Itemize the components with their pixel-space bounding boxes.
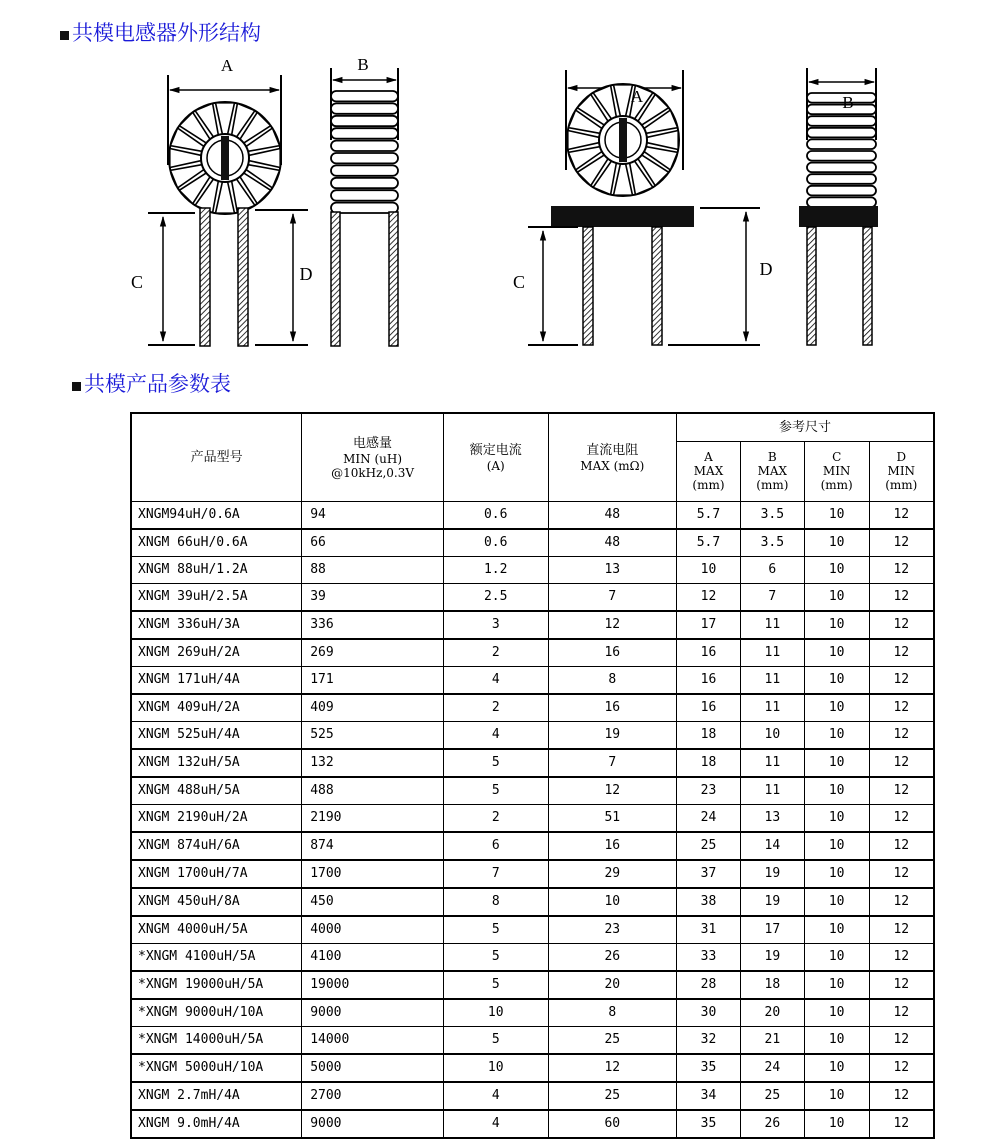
cell-dim-c: 10 — [804, 556, 869, 583]
table-row — [131, 1026, 934, 1054]
table-row — [131, 583, 934, 611]
cell-inductance: 336 — [302, 611, 444, 639]
cell-dim-c: 10 — [804, 832, 869, 860]
cell-dim-b: 10 — [740, 721, 804, 749]
cell-dim-b: 24 — [740, 1054, 804, 1082]
cell-inductance: 19000 — [302, 971, 444, 999]
cell-model: *XNGM 5000uH/10A — [131, 1054, 302, 1082]
cell-current: 4 — [443, 721, 548, 749]
table-row — [131, 971, 934, 999]
cell-dim-a: 30 — [677, 999, 741, 1027]
cell-dim-d: 12 — [869, 1054, 934, 1082]
cell-resistance: 16 — [548, 694, 677, 722]
cell-model: XNGM 269uH/2A — [131, 639, 302, 667]
header-dim-a: A MAX (mm) — [677, 441, 741, 501]
cell-dim-b: 11 — [740, 749, 804, 777]
coil-turn — [807, 197, 876, 207]
cell-dim-b: 17 — [740, 916, 804, 944]
cell-dim-a: 25 — [677, 832, 741, 860]
cell-model: XNGM 336uH/3A — [131, 611, 302, 639]
cell-dim-c: 10 — [804, 721, 869, 749]
coil-turn — [331, 128, 398, 138]
cell-model: XNGM 1700uH/7A — [131, 860, 302, 888]
cell-dim-c: 10 — [804, 1026, 869, 1054]
cell-model: *XNGM 4100uH/5A — [131, 943, 302, 971]
cell-dim-c: 10 — [804, 583, 869, 611]
cell-current: 2 — [443, 694, 548, 722]
cell-resistance: 51 — [548, 804, 677, 832]
inductor-structure-diagram — [0, 40, 1000, 360]
cell-dim-c: 10 — [804, 666, 869, 694]
cell-dim-b: 3.5 — [740, 529, 804, 557]
cell-dim-c: 10 — [804, 916, 869, 944]
dim-a-label-right: A — [630, 87, 644, 106]
cell-dim-d: 12 — [869, 529, 934, 557]
cell-model: XNGM94uH/0.6A — [131, 501, 302, 529]
cell-resistance: 12 — [548, 611, 677, 639]
coil-turn — [807, 151, 876, 161]
cell-dim-d: 12 — [869, 639, 934, 667]
cell-dim-b: 19 — [740, 943, 804, 971]
cell-dim-d: 12 — [869, 1110, 934, 1138]
cell-resistance: 29 — [548, 860, 677, 888]
cell-inductance: 94 — [302, 501, 444, 529]
cell-dim-b: 13 — [740, 804, 804, 832]
cell-current: 2 — [443, 639, 548, 667]
cell-dim-d: 12 — [869, 583, 934, 611]
header-dim-d: D MIN (mm) — [869, 441, 934, 501]
cell-resistance: 60 — [548, 1110, 677, 1138]
coil-turn — [331, 165, 398, 175]
cell-dim-a: 35 — [677, 1110, 741, 1138]
table-row — [131, 999, 934, 1027]
cell-resistance: 8 — [548, 666, 677, 694]
cell-model: XNGM 132uH/5A — [131, 749, 302, 777]
coil-turn — [331, 116, 398, 126]
cell-model: *XNGM 14000uH/5A — [131, 1026, 302, 1054]
cell-current: 2.5 — [443, 583, 548, 611]
cell-resistance: 10 — [548, 888, 677, 916]
table-heading-text: 共模产品参数表 — [84, 372, 231, 396]
side-view-left — [331, 55, 398, 346]
cell-model: XNGM 171uH/4A — [131, 666, 302, 694]
table-row — [131, 832, 934, 860]
table-row — [131, 529, 934, 557]
header-dimensions: 参考尺寸 — [677, 413, 934, 441]
cell-dim-d: 12 — [869, 916, 934, 944]
cell-current: 10 — [443, 999, 548, 1027]
dim-d-label-right: D — [759, 259, 773, 279]
cell-dim-a: 5.7 — [677, 529, 741, 557]
cell-dim-b: 11 — [740, 611, 804, 639]
header-resistance: 直流电阻 MAX (mΩ) — [548, 413, 677, 501]
cell-resistance: 8 — [548, 999, 677, 1027]
table-heading — [72, 368, 231, 398]
coil-turn — [807, 163, 876, 173]
table-row — [131, 694, 934, 722]
cell-resistance: 23 — [548, 916, 677, 944]
cell-current: 4 — [443, 1110, 548, 1138]
coil-turn — [807, 174, 876, 184]
dim-a-label: A — [220, 56, 234, 75]
cell-model: XNGM 66uH/0.6A — [131, 529, 302, 557]
cell-dim-d: 12 — [869, 556, 934, 583]
cell-dim-c: 10 — [804, 639, 869, 667]
cell-current: 5 — [443, 971, 548, 999]
cell-dim-b: 7 — [740, 583, 804, 611]
table-row — [131, 777, 934, 805]
cell-model: XNGM 4000uH/5A — [131, 916, 302, 944]
cell-dim-d: 12 — [869, 999, 934, 1027]
cell-dim-d: 12 — [869, 943, 934, 971]
cell-resistance: 26 — [548, 943, 677, 971]
cell-inductance: 39 — [302, 583, 444, 611]
coil-turn — [331, 203, 398, 213]
cell-dim-a: 23 — [677, 777, 741, 805]
cell-dim-c: 10 — [804, 888, 869, 916]
side-view-right — [799, 68, 878, 345]
cell-dim-a: 5.7 — [677, 501, 741, 529]
cell-dim-c: 10 — [804, 529, 869, 557]
cell-inductance: 488 — [302, 777, 444, 805]
header-current: 额定电流 (A) — [443, 413, 548, 501]
cell-dim-a: 18 — [677, 749, 741, 777]
cell-model: XNGM 39uH/2.5A — [131, 583, 302, 611]
cell-resistance: 25 — [548, 1082, 677, 1110]
cell-dim-a: 24 — [677, 804, 741, 832]
table-row — [131, 721, 934, 749]
cell-dim-b: 21 — [740, 1026, 804, 1054]
cell-inductance: 66 — [302, 529, 444, 557]
dim-b-label-right: B — [842, 93, 854, 112]
cell-resistance: 7 — [548, 583, 677, 611]
cell-dim-b: 11 — [740, 666, 804, 694]
cell-dim-d: 12 — [869, 804, 934, 832]
cell-dim-d: 12 — [869, 971, 934, 999]
cell-resistance: 48 — [548, 529, 677, 557]
table-row — [131, 666, 934, 694]
cell-model: XNGM 9.0mH/4A — [131, 1110, 302, 1138]
cell-dim-b: 11 — [740, 639, 804, 667]
cell-model: XNGM 2190uH/2A — [131, 804, 302, 832]
cell-resistance: 16 — [548, 639, 677, 667]
cell-dim-a: 12 — [677, 583, 741, 611]
cell-inductance: 14000 — [302, 1026, 444, 1054]
cell-dim-b: 19 — [740, 860, 804, 888]
cell-dim-c: 10 — [804, 971, 869, 999]
cell-dim-d: 12 — [869, 749, 934, 777]
coil-turn — [331, 141, 398, 151]
cell-dim-c: 10 — [804, 501, 869, 529]
cell-current: 8 — [443, 888, 548, 916]
coil-turn — [331, 153, 398, 163]
cell-dim-a: 32 — [677, 1026, 741, 1054]
cell-current: 7 — [443, 860, 548, 888]
cell-current: 5 — [443, 916, 548, 944]
cell-dim-c: 10 — [804, 1054, 869, 1082]
cell-dim-b: 3.5 — [740, 501, 804, 529]
cell-dim-a: 16 — [677, 694, 741, 722]
cell-dim-a: 37 — [677, 860, 741, 888]
cell-inductance: 525 — [302, 721, 444, 749]
table-row — [131, 1054, 934, 1082]
cell-current: 0.6 — [443, 501, 548, 529]
cell-dim-d: 12 — [869, 777, 934, 805]
cell-inductance: 2700 — [302, 1082, 444, 1110]
cell-inductance: 450 — [302, 888, 444, 916]
cell-dim-b: 26 — [740, 1110, 804, 1138]
cell-inductance: 269 — [302, 639, 444, 667]
cell-inductance: 874 — [302, 832, 444, 860]
coil-turn — [331, 103, 398, 113]
cell-model: XNGM 450uH/8A — [131, 888, 302, 916]
table-row — [131, 556, 934, 583]
cell-current: 4 — [443, 1082, 548, 1110]
structure-heading-text: 共模电感器外形结构 — [72, 21, 261, 45]
cell-dim-d: 12 — [869, 666, 934, 694]
cell-inductance: 88 — [302, 556, 444, 583]
cell-model: XNGM 488uH/5A — [131, 777, 302, 805]
cell-dim-d: 12 — [869, 832, 934, 860]
cell-inductance: 2190 — [302, 804, 444, 832]
cell-current: 5 — [443, 777, 548, 805]
cell-dim-c: 10 — [804, 749, 869, 777]
cell-dim-b: 19 — [740, 888, 804, 916]
header-dim-b: B MAX (mm) — [740, 441, 804, 501]
header-dim-c: C MIN (mm) — [804, 441, 869, 501]
cell-model: XNGM 409uH/2A — [131, 694, 302, 722]
table-row — [131, 804, 934, 832]
cell-current: 1.2 — [443, 556, 548, 583]
cell-dim-d: 12 — [869, 694, 934, 722]
cell-inductance: 4100 — [302, 943, 444, 971]
table-row — [131, 888, 934, 916]
cell-resistance: 16 — [548, 832, 677, 860]
header-inductance: 电感量 MIN (uH) @10kHz,0.3V — [302, 413, 444, 501]
cell-resistance: 19 — [548, 721, 677, 749]
cell-dim-b: 25 — [740, 1082, 804, 1110]
cell-dim-c: 10 — [804, 860, 869, 888]
cell-dim-a: 31 — [677, 916, 741, 944]
coil-turn — [807, 116, 876, 126]
cell-model: XNGM 874uH/6A — [131, 832, 302, 860]
coil-turn — [807, 128, 876, 138]
cell-current: 6 — [443, 832, 548, 860]
cell-dim-a: 35 — [677, 1054, 741, 1082]
cell-dim-c: 10 — [804, 943, 869, 971]
cell-dim-a: 10 — [677, 556, 741, 583]
cell-dim-c: 10 — [804, 999, 869, 1027]
cell-current: 5 — [443, 1026, 548, 1054]
table-row — [131, 611, 934, 639]
cell-dim-b: 11 — [740, 694, 804, 722]
cell-current: 0.6 — [443, 529, 548, 557]
cell-inductance: 171 — [302, 666, 444, 694]
dim-c-label: C — [130, 272, 144, 292]
cell-dim-a: 34 — [677, 1082, 741, 1110]
table-row — [131, 860, 934, 888]
cell-current: 4 — [443, 666, 548, 694]
table-row — [131, 749, 934, 777]
table-row — [131, 1082, 934, 1110]
cell-dim-d: 12 — [869, 501, 934, 529]
cell-model: *XNGM 9000uH/10A — [131, 999, 302, 1027]
cell-inductance: 132 — [302, 749, 444, 777]
coil-turn — [331, 91, 398, 101]
coil-turn — [807, 186, 876, 196]
parameter-table — [130, 412, 935, 1139]
cell-resistance: 25 — [548, 1026, 677, 1054]
cell-dim-c: 10 — [804, 804, 869, 832]
cell-resistance: 20 — [548, 971, 677, 999]
cell-inductance: 9000 — [302, 999, 444, 1027]
cell-dim-c: 10 — [804, 1082, 869, 1110]
cell-model: *XNGM 19000uH/5A — [131, 971, 302, 999]
dim-b-label: B — [357, 55, 369, 74]
cell-current: 3 — [443, 611, 548, 639]
dim-d-label: D — [299, 264, 313, 284]
bullet-square-icon — [60, 31, 69, 40]
cell-resistance: 7 — [548, 749, 677, 777]
front-view-right — [513, 70, 773, 345]
cell-dim-b: 20 — [740, 999, 804, 1027]
cell-model: XNGM 525uH/4A — [131, 721, 302, 749]
cell-current: 10 — [443, 1054, 548, 1082]
cell-dim-d: 12 — [869, 611, 934, 639]
cell-dim-a: 16 — [677, 639, 741, 667]
cell-dim-b: 18 — [740, 971, 804, 999]
cell-inductance: 4000 — [302, 916, 444, 944]
cell-resistance: 13 — [548, 556, 677, 583]
cell-dim-a: 16 — [677, 666, 741, 694]
cell-dim-a: 28 — [677, 971, 741, 999]
coil-turn — [331, 190, 398, 200]
cell-inductance: 5000 — [302, 1054, 444, 1082]
cell-dim-d: 12 — [869, 721, 934, 749]
cell-inductance: 1700 — [302, 860, 444, 888]
table-row — [131, 916, 934, 944]
cell-dim-d: 12 — [869, 1026, 934, 1054]
table-row — [131, 639, 934, 667]
cell-dim-a: 17 — [677, 611, 741, 639]
cell-resistance: 48 — [548, 501, 677, 529]
cell-dim-a: 33 — [677, 943, 741, 971]
coil-turn — [331, 178, 398, 188]
cell-dim-b: 14 — [740, 832, 804, 860]
table-row — [131, 943, 934, 971]
bullet-square-icon — [72, 382, 81, 391]
cell-current: 5 — [443, 943, 548, 971]
cell-resistance: 12 — [548, 777, 677, 805]
cell-model: XNGM 88uH/1.2A — [131, 556, 302, 583]
cell-model: XNGM 2.7mH/4A — [131, 1082, 302, 1110]
cell-inductance: 409 — [302, 694, 444, 722]
table-row — [131, 501, 934, 529]
cell-dim-d: 12 — [869, 1082, 934, 1110]
cell-dim-c: 10 — [804, 694, 869, 722]
cell-current: 2 — [443, 804, 548, 832]
coil-turn — [807, 139, 876, 149]
table-row — [131, 1110, 934, 1138]
cell-inductance: 9000 — [302, 1110, 444, 1138]
cell-dim-d: 12 — [869, 860, 934, 888]
cell-dim-b: 6 — [740, 556, 804, 583]
cell-dim-c: 10 — [804, 777, 869, 805]
cell-current: 5 — [443, 749, 548, 777]
cell-dim-d: 12 — [869, 888, 934, 916]
cell-dim-c: 10 — [804, 611, 869, 639]
cell-dim-b: 11 — [740, 777, 804, 805]
cell-dim-a: 38 — [677, 888, 741, 916]
front-view-left — [131, 56, 313, 346]
cell-dim-a: 18 — [677, 721, 741, 749]
header-model: 产品型号 — [131, 413, 302, 501]
dim-c-label-right: C — [512, 272, 526, 292]
cell-dim-c: 10 — [804, 1110, 869, 1138]
cell-resistance: 12 — [548, 1054, 677, 1082]
